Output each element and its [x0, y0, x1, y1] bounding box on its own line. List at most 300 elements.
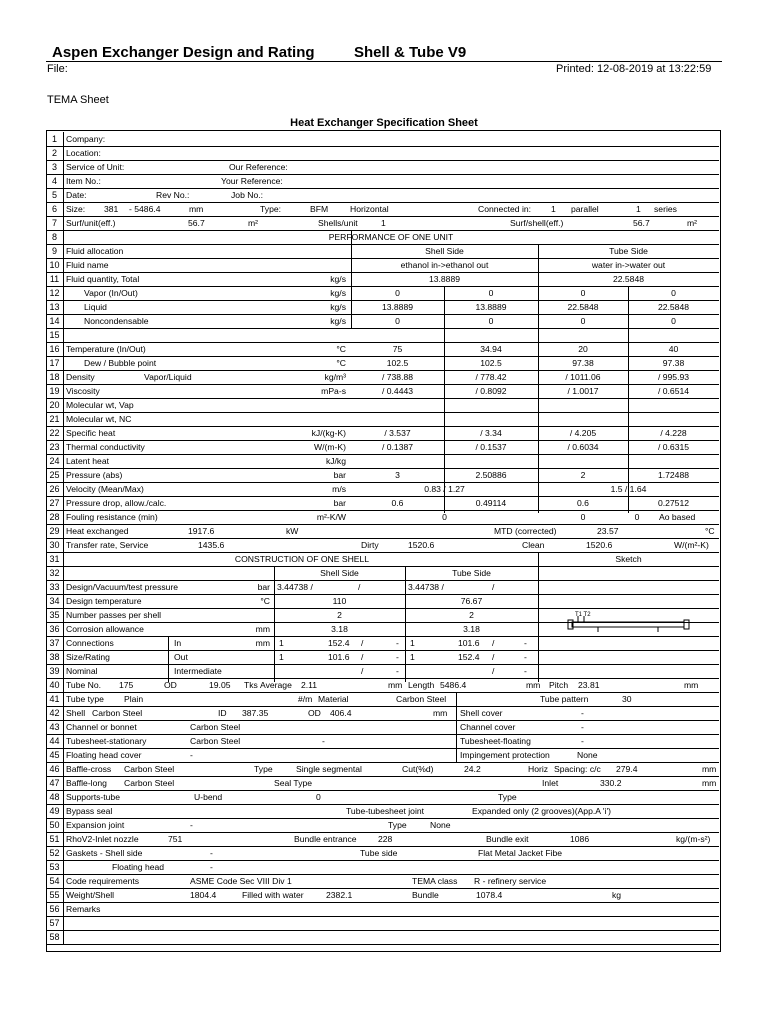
row-number: 47: [46, 776, 64, 790]
row-number: 48: [46, 790, 64, 804]
spec-cell: #/m: [298, 694, 313, 704]
spec-cell: /: [361, 666, 364, 676]
spec-cell: 0.49114: [475, 498, 507, 508]
spec-cell: 1: [381, 218, 386, 228]
spec-cell: 1: [279, 652, 284, 662]
row-number: 58: [46, 930, 64, 944]
spec-cell: Carbon Steel: [190, 736, 241, 746]
row-number: 3: [46, 160, 64, 174]
spec-row: [46, 132, 719, 147]
file-label: File:: [47, 63, 68, 75]
spec-cell: 387.35: [242, 708, 269, 718]
row-number: 54: [46, 874, 64, 888]
spec-cell: Expanded only (2 grooves)(App.A 'i'): [472, 806, 611, 816]
spec-cell: 1.5 / 1.64: [610, 484, 647, 494]
spec-cell: water in->water out: [591, 260, 666, 270]
row-number: 24: [46, 454, 64, 468]
spec-row: [46, 426, 719, 441]
spec-cell: Size/Rating: [66, 652, 110, 662]
exchanger-sketch-icon: [538, 566, 719, 682]
spec-cell: mm: [526, 680, 541, 690]
sketch-area: [538, 566, 719, 682]
spec-cell: / 0.6514: [657, 386, 690, 396]
spec-cell: Baffle-cross: [66, 764, 112, 774]
col-divider: [538, 244, 539, 513]
row-number: 6: [46, 202, 64, 216]
spec-cell: 1: [410, 652, 415, 662]
spec-cell: Design temperature: [66, 596, 142, 606]
row-number: 7: [46, 216, 64, 230]
spec-cell: Carbon Steel: [396, 694, 447, 704]
spec-cell: 1435.6: [198, 540, 225, 550]
spec-cell: 1: [410, 638, 415, 648]
spec-cell: 101.6: [458, 638, 480, 648]
product-title: Shell & Tube V9: [354, 44, 467, 61]
row-number: 23: [46, 440, 64, 454]
row-number: 34: [46, 594, 64, 608]
spec-row: [46, 706, 719, 721]
spec-row: [46, 692, 719, 707]
spec-cell: In: [174, 638, 182, 648]
spec-cell: 5486.4: [440, 680, 467, 690]
spec-cell: 0: [442, 512, 447, 522]
spec-cell: /: [361, 652, 364, 662]
spec-cell: mm: [684, 680, 699, 690]
spec-cell: -: [396, 638, 399, 648]
spec-cell: kW: [286, 526, 299, 536]
spec-cell: -: [524, 638, 527, 648]
spec-row: [46, 748, 719, 763]
row-number: 41: [46, 692, 64, 706]
spec-row: [46, 846, 719, 861]
row-number: 13: [46, 300, 64, 314]
spec-cell: kg/(m-s²): [676, 834, 711, 844]
spec-cell: Rev No.:: [156, 190, 190, 200]
spec-row: [46, 384, 719, 399]
spec-cell: Number passes per shell: [66, 610, 162, 620]
spec-cell: Connected in:: [478, 204, 532, 214]
row-number: 4: [46, 174, 64, 188]
spec-cell: 20: [578, 344, 588, 354]
spec-cell: 56.7: [188, 218, 205, 228]
spec-cell: Tubesheet-floating: [460, 736, 531, 746]
spec-cell: Bundle entrance: [294, 834, 357, 844]
spec-row: [46, 818, 719, 833]
spec-cell: parallel: [571, 204, 599, 214]
spec-cell: -: [210, 848, 213, 858]
row-number: 17: [46, 356, 64, 370]
spec-cell: -: [190, 750, 193, 760]
spec-cell: RhoV2-Inlet nozzle: [66, 834, 139, 844]
spec-cell: Horiz: [528, 764, 549, 774]
spec-cell: 22.5848: [657, 302, 690, 312]
spec-row: [46, 356, 719, 371]
spec-cell: Tks: [244, 680, 258, 690]
spec-cell: Carbon Steel: [124, 764, 175, 774]
spec-cell: 13.8889: [381, 302, 414, 312]
spec-cell: bar: [333, 498, 346, 508]
spec-cell: m²: [248, 218, 259, 228]
spec-cell: 2.50886: [475, 470, 507, 480]
spec-cell: 22.5848: [567, 302, 599, 312]
spec-cell: / 0.6034: [567, 442, 599, 452]
spec-cell: °C: [336, 344, 346, 354]
spec-cell: 22.5848: [612, 274, 645, 284]
spec-cell: Bundle: [412, 890, 439, 900]
row-number: 10: [46, 258, 64, 272]
spec-cell: 0: [634, 512, 640, 522]
spec-cell: 3.44738 /: [408, 582, 444, 592]
row-number: 11: [46, 272, 64, 286]
spec-cell: Location:: [66, 148, 101, 158]
spec-row: [46, 832, 719, 847]
col-divider: [168, 636, 169, 682]
spec-cell: Bundle exit: [486, 834, 529, 844]
spec-cell: Latent heat: [66, 456, 110, 466]
spec-cell: /: [358, 582, 361, 592]
spec-cell: 1078.4: [476, 890, 503, 900]
spec-cell: Material: [318, 694, 349, 704]
spec-cell: Remarks: [66, 904, 101, 914]
row-number: 49: [46, 804, 64, 818]
spec-row: [46, 146, 719, 161]
spec-cell: Clean: [522, 540, 545, 550]
row-number: 35: [46, 608, 64, 622]
row-number: 27: [46, 496, 64, 510]
spec-cell: 101.6: [328, 652, 350, 662]
spec-cell: kg: [612, 890, 622, 900]
col-divider: [444, 286, 445, 513]
spec-cell: /: [361, 638, 364, 648]
spec-cell: 2.11: [301, 680, 318, 690]
spec-cell: 30: [622, 694, 632, 704]
spec-cell: 0.83 / 1.27: [424, 484, 465, 494]
spec-cell: Vapor (In/Out): [84, 288, 138, 298]
spec-cell: 279.4: [616, 764, 638, 774]
spec-cell: Type: [388, 820, 407, 830]
spec-cell: MTD (corrected): [494, 526, 557, 536]
spec-cell: 0: [580, 288, 586, 298]
spec-cell: kg/s: [330, 316, 346, 326]
spec-cell: OD: [164, 680, 177, 690]
sheet-type: TEMA Sheet: [47, 94, 109, 106]
spec-row: [46, 930, 719, 945]
spec-cell: 0.6: [577, 498, 589, 508]
spec-row: [46, 538, 719, 553]
spec-cell: Tube Side: [452, 568, 491, 578]
spec-cell: Dew / Bubble point: [84, 358, 157, 368]
row-number: 30: [46, 538, 64, 552]
spec-cell: kg/s: [330, 288, 346, 298]
row-number: 44: [46, 734, 64, 748]
spec-row: [46, 398, 719, 413]
row-number: 31: [46, 552, 64, 566]
spec-cell: R - refinery service: [474, 876, 547, 886]
spec-cell: Weight/Shell: [66, 890, 115, 900]
spec-cell: Tube pattern: [540, 694, 589, 704]
row-number: 45: [46, 748, 64, 762]
row-number: 21: [46, 412, 64, 426]
spec-cell: m²: [687, 218, 698, 228]
spec-cell: 34.94: [480, 344, 502, 354]
spec-cell: -: [396, 666, 399, 676]
row-number: 28: [46, 510, 64, 524]
spec-cell: 152.4: [458, 652, 480, 662]
spec-cell: Expansion joint: [66, 820, 125, 830]
spec-cell: 102.5: [386, 358, 409, 368]
spec-cell: series: [654, 204, 677, 214]
spec-cell: 3.18: [331, 624, 348, 634]
spec-cell: Nominal: [66, 666, 98, 676]
spec-cell: 2: [580, 470, 586, 480]
spec-cell: mPa-s: [321, 386, 346, 396]
row-number: 51: [46, 832, 64, 846]
spec-row: [46, 790, 719, 805]
spec-cell: 0: [580, 512, 586, 522]
spec-cell: Plain: [124, 694, 144, 704]
spec-cell: 0: [316, 792, 321, 802]
row-number: 14: [46, 314, 64, 328]
spec-cell: Tube Side: [609, 246, 648, 256]
spec-cell: Design/Vacuum/test pressure: [66, 582, 179, 592]
spec-cell: 13.8889: [475, 302, 507, 312]
spec-cell: Flat Metal Jacket Fibe: [478, 848, 563, 858]
spec-cell: 1520.6: [586, 540, 613, 550]
spec-cell: Spacing: c/c: [554, 764, 601, 774]
spec-row: [46, 230, 719, 245]
spec-row: [46, 860, 719, 875]
spec-cell: Inlet: [542, 778, 559, 788]
spec-cell: / 995.93: [657, 372, 690, 382]
spec-cell: mm: [255, 638, 270, 648]
spec-cell: Baffle-long: [66, 778, 107, 788]
spec-cell: Viscosity: [66, 386, 100, 396]
spec-row: [46, 496, 719, 511]
row-number: 50: [46, 818, 64, 832]
spec-cell: Density: [66, 372, 95, 382]
spec-cell: 1520.6: [408, 540, 435, 550]
spec-row: [46, 916, 719, 931]
spec-cell: 3: [395, 470, 400, 480]
spec-cell: Heat exchanged: [66, 526, 129, 536]
spec-cell: 110: [332, 596, 347, 606]
spec-cell: 228: [378, 834, 393, 844]
spec-cell: Our Reference:: [229, 162, 288, 172]
row-number: 26: [46, 482, 64, 496]
spec-cell: / 1011.06: [565, 372, 601, 382]
spec-cell: Your Reference:: [221, 176, 283, 186]
spec-cell: Average: [260, 680, 292, 690]
row-number: 55: [46, 888, 64, 902]
spec-cell: /: [492, 652, 495, 662]
spec-cell: Bypass seal: [66, 806, 113, 816]
spec-cell: W/(m²-K): [674, 540, 709, 550]
row-number: 38: [46, 650, 64, 664]
spec-cell: Floating head: [112, 862, 165, 872]
row-number: 22: [46, 426, 64, 440]
spec-cell: -: [581, 736, 584, 746]
spec-cell: Service of Unit:: [66, 162, 125, 172]
row-number: 42: [46, 706, 64, 720]
spec-cell: Pressure drop, allow./calc.: [66, 498, 167, 508]
spec-cell: 24.2: [464, 764, 481, 774]
spec-cell: 0.27512: [657, 498, 690, 508]
spec-cell: 381: [104, 204, 119, 214]
spec-cell: Single segmental: [296, 764, 362, 774]
spec-cell: 75: [392, 344, 403, 354]
spec-cell: Molecular wt, Vap: [66, 400, 134, 410]
spec-row: [46, 902, 719, 917]
spec-cell: kJ/(kg-K): [311, 428, 346, 438]
spec-row: [46, 888, 719, 903]
spec-cell: Tubesheet-stationary: [66, 736, 147, 746]
row-number: 36: [46, 622, 64, 636]
spec-cell: Type:: [260, 204, 282, 214]
spec-cell: 56.7: [633, 218, 650, 228]
spec-cell: CONSTRUCTION OF ONE SHELL: [234, 554, 370, 564]
spec-cell: ethanol in->ethanol out: [400, 260, 489, 270]
spec-cell: kg/m³: [324, 372, 346, 382]
spec-row: [46, 202, 719, 217]
spec-cell: 330.2: [600, 778, 622, 788]
spec-cell: 0: [488, 288, 494, 298]
spec-cell: - 5486.4: [129, 204, 161, 214]
spec-cell: mm: [702, 778, 717, 788]
spec-cell: Type: [498, 792, 517, 802]
spec-cell: ID: [218, 708, 227, 718]
spec-cell: Seal Type: [274, 778, 313, 788]
spec-cell: Item No.:: [66, 176, 101, 186]
spec-row: [46, 524, 719, 539]
spec-cell: Job No.:: [231, 190, 264, 200]
spec-cell: Thermal conductivity: [66, 442, 145, 452]
header-rule: [46, 61, 722, 62]
spec-row: [46, 734, 719, 749]
spec-cell: 23.81: [578, 680, 600, 690]
spec-cell: mm: [189, 204, 204, 214]
spec-cell: / 4.205: [569, 428, 597, 438]
spec-cell: mm: [433, 708, 448, 718]
spec-cell: 97.38: [572, 358, 594, 368]
row-number: 12: [46, 286, 64, 300]
row-number: 52: [46, 846, 64, 860]
spec-cell: 1917.6: [188, 526, 215, 536]
spec-cell: 19.05: [209, 680, 231, 690]
spec-cell: -: [524, 666, 527, 676]
spec-cell: / 3.34: [480, 428, 502, 438]
row-number: 53: [46, 860, 64, 874]
sheet-title: Heat Exchanger Specification Sheet: [290, 117, 478, 129]
spec-cell: / 738.88: [381, 372, 414, 382]
spec-cell: 3.18: [463, 624, 480, 634]
spec-cell: Fluid allocation: [66, 246, 124, 256]
spec-row: [46, 286, 719, 301]
spec-cell: Connections: [66, 638, 114, 648]
spec-row: [46, 804, 719, 819]
spec-cell: None: [430, 820, 451, 830]
col-divider: [628, 286, 629, 513]
spec-cell: 0: [395, 316, 400, 326]
spec-cell: OD: [308, 708, 321, 718]
spec-cell: ASME Code Sec VIII Div 1: [190, 876, 292, 886]
row-number: 1: [46, 132, 64, 146]
spec-cell: Ao based: [659, 512, 696, 522]
spec-cell: Out: [174, 652, 188, 662]
spec-cell: 102.5: [480, 358, 502, 368]
spec-row: [46, 174, 719, 189]
spec-cell: Dirty: [361, 540, 379, 550]
spec-cell: /: [492, 666, 495, 676]
spec-cell: Horizontal: [350, 204, 389, 214]
spec-cell: 97.38: [662, 358, 685, 368]
spec-cell: 406.4: [330, 708, 352, 718]
spec-cell: / 3.537: [384, 428, 411, 438]
spec-cell: 13.8889: [428, 274, 461, 284]
spec-cell: Fluid quantity, Total: [66, 274, 140, 284]
spec-cell: Molecular wt, NC: [66, 414, 132, 424]
spec-cell: kg/s: [330, 302, 346, 312]
spec-cell: Shell: [66, 708, 86, 718]
spec-cell: Surf/unit(eff.): [66, 218, 116, 228]
spec-cell: Length: [408, 680, 435, 690]
spec-cell: -: [581, 722, 584, 732]
row-number: 39: [46, 664, 64, 678]
spec-cell: / 1.0017: [567, 386, 599, 396]
spec-cell: W/(m-K): [314, 442, 346, 452]
spec-row: [46, 510, 719, 525]
spec-cell: Pitch: [549, 680, 569, 690]
spec-cell: 0: [671, 288, 676, 298]
spec-cell: / 778.42: [475, 372, 507, 382]
row-number: 29: [46, 524, 64, 538]
spec-cell: 2382.1: [326, 890, 353, 900]
spec-row: [46, 412, 719, 427]
spec-cell: 1: [551, 204, 556, 214]
spec-row: [46, 244, 719, 259]
spec-cell: Tube No.: [66, 680, 102, 690]
row-number: 56: [46, 902, 64, 916]
spec-cell: bar: [333, 470, 346, 480]
spec-row: [46, 440, 719, 455]
spec-cell: kg/s: [330, 274, 346, 284]
spec-cell: °C: [336, 358, 346, 368]
spec-row: [46, 272, 719, 287]
spec-row: [46, 160, 719, 175]
spec-cell: Noncondensable: [84, 316, 149, 326]
spec-cell: 40: [668, 344, 679, 354]
row-number: 20: [46, 398, 64, 412]
row-number: 9: [46, 244, 64, 258]
spec-cell: Carbon Steel: [124, 778, 175, 788]
col-divider: [274, 566, 275, 682]
spec-cell: Cut(%d): [402, 764, 434, 774]
spec-cell: kJ/kg: [325, 456, 346, 466]
spec-row: [46, 720, 719, 735]
row-number: 46: [46, 762, 64, 776]
spec-row: [46, 776, 719, 791]
spec-cell: Date:: [66, 190, 87, 200]
spec-cell: 1: [279, 638, 284, 648]
col-divider: [405, 566, 406, 682]
spec-cell: Tube side: [360, 848, 398, 858]
spec-cell: Code requirements: [66, 876, 140, 886]
spec-cell: 1086: [570, 834, 590, 844]
row-number: 40: [46, 678, 64, 692]
spec-cell: Type: [254, 764, 273, 774]
spec-cell: mm: [388, 680, 403, 690]
spec-cell: Sketch: [615, 554, 642, 564]
spec-row: [46, 300, 719, 315]
